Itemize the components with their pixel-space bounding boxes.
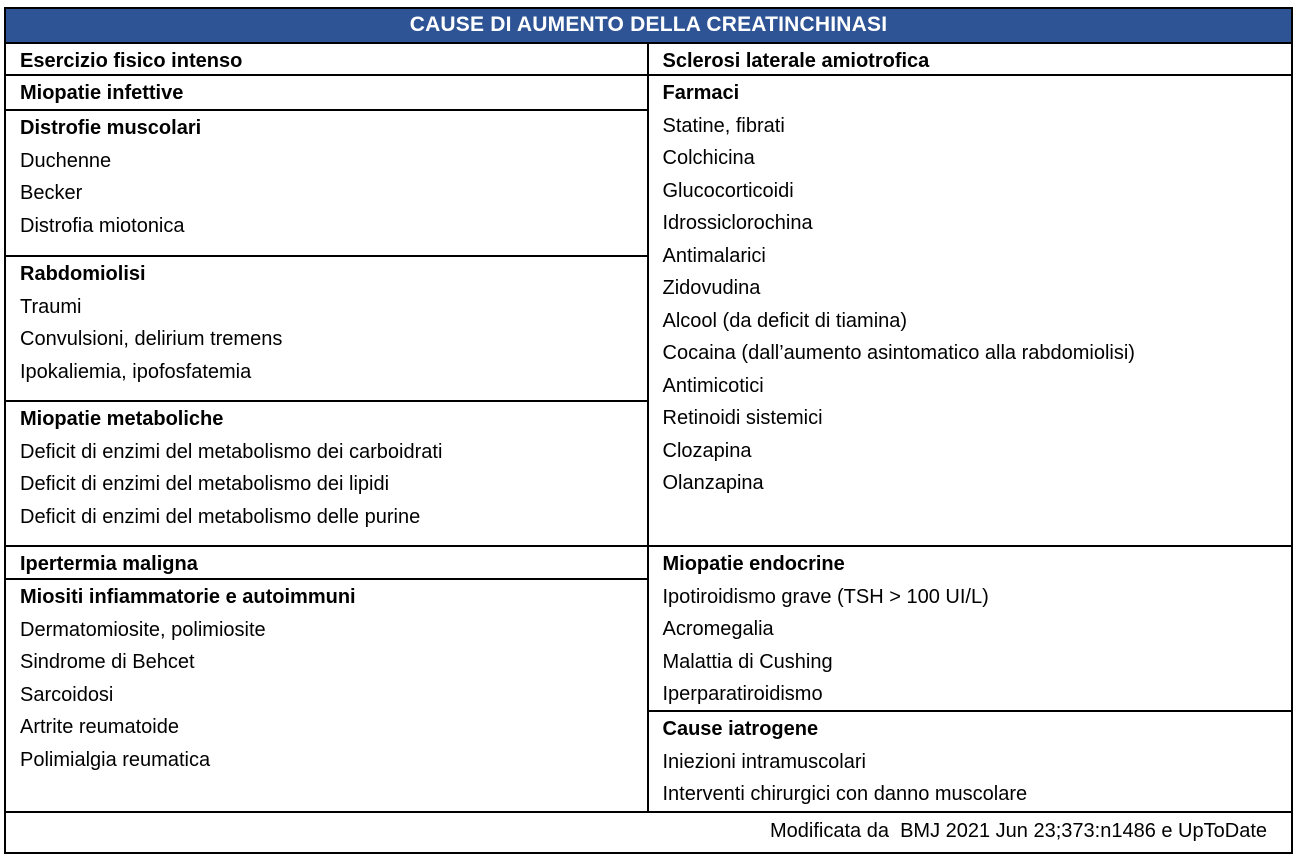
table-cell <box>6 547 647 580</box>
cell-item: Traumi <box>20 295 82 318</box>
table-cell <box>649 44 1292 76</box>
cell-item: Sarcoidosi <box>20 683 114 706</box>
table-cell <box>6 580 647 813</box>
cell-item: Iniezioni intramuscolari <box>662 750 866 773</box>
cell-item: Clozapina <box>662 439 752 462</box>
cell-item: Distrofia miotonica <box>20 214 185 237</box>
cell-item: Sindrome di Behcet <box>20 651 195 673</box>
table-cell <box>6 257 647 402</box>
cell-title: Distrofie muscolari <box>20 117 202 139</box>
table-body <box>6 44 1291 813</box>
causes-table <box>4 7 1293 854</box>
cell-item: Deficit di enzimi del metabolismo delle purine <box>20 505 421 528</box>
table-cell <box>6 44 647 76</box>
table-title: CAUSE DI AUMENTO DELLA CREATINCHINASI <box>6 9 1291 44</box>
cell-title: Sclerosi laterale amiotrofica <box>662 50 930 72</box>
cell-item: Idrossiclorochina <box>662 212 813 234</box>
source-credit: Modificata da BMJ 2021 Jun 23;373:n1486 e UpToDate <box>770 820 1267 842</box>
cell-item: Interventi chirurgici con danno muscolare <box>662 783 1028 805</box>
cell-item: Cocaina (dall’aumento asintomatico alla rabdomiolisi) <box>662 342 1135 364</box>
right-column <box>649 44 1292 813</box>
cell-item: Antimicotici <box>662 374 764 397</box>
cell-item: Polimialgia reumatica <box>20 748 211 771</box>
cell-title: Miopatie endocrine <box>662 553 845 575</box>
cell-item: Olanzapina <box>662 472 764 494</box>
cell-title: Miositi infiammatorie e autoimmuni <box>20 586 356 608</box>
cell-item: Antimalarici <box>662 244 766 267</box>
cell-title: Esercizio fisico intenso <box>20 50 243 72</box>
left-column <box>6 44 649 813</box>
cell-item: Convulsioni, delirium tremens <box>20 328 283 350</box>
table-cell <box>649 547 1292 712</box>
cell-item: Malattia di Cushing <box>662 650 833 673</box>
cell-item: Alcool (da deficit di tiamina) <box>662 309 908 332</box>
table-cell <box>6 76 647 111</box>
cell-item: Deficit di enzimi del metabolismo dei lipidi <box>20 473 390 495</box>
table-cell <box>649 76 1292 547</box>
cell-item: Iperparatiroidismo <box>662 683 823 705</box>
cell-title: Farmaci <box>662 82 740 104</box>
cell-item: Statine, fibrati <box>662 114 785 137</box>
cell-title: Miopatie metaboliche <box>20 408 224 430</box>
cell-item: Acromegalia <box>662 618 774 640</box>
cell-item: Zidovudina <box>662 277 761 299</box>
cell-item: Glucocorticoidi <box>662 179 794 202</box>
table-cell <box>649 712 1292 813</box>
cell-item: Ipotiroidismo grave (TSH > 100 UI/L) <box>662 585 989 608</box>
cell-item: Retinoidi sistemici <box>662 407 823 429</box>
table-cell <box>6 402 647 547</box>
cell-item: Becker <box>20 182 83 204</box>
cell-item: Deficit di enzimi del metabolismo dei carboidrati <box>20 440 443 463</box>
table-cell <box>6 111 647 257</box>
cell-title: Rabdomiolisi <box>20 263 146 285</box>
cell-item: Dermatomiosite, polimiosite <box>20 618 266 641</box>
cell-item: Duchenne <box>20 149 112 172</box>
cell-title: Miopatie infettive <box>20 82 184 104</box>
cell-item: Ipokaliemia, ipofosfatemia <box>20 360 252 383</box>
cell-item: Artrite reumatoide <box>20 716 179 738</box>
cell-item: Colchicina <box>662 147 755 169</box>
cell-title: Cause iatrogene <box>662 718 819 740</box>
cell-title: Ipertermia maligna <box>20 553 198 575</box>
